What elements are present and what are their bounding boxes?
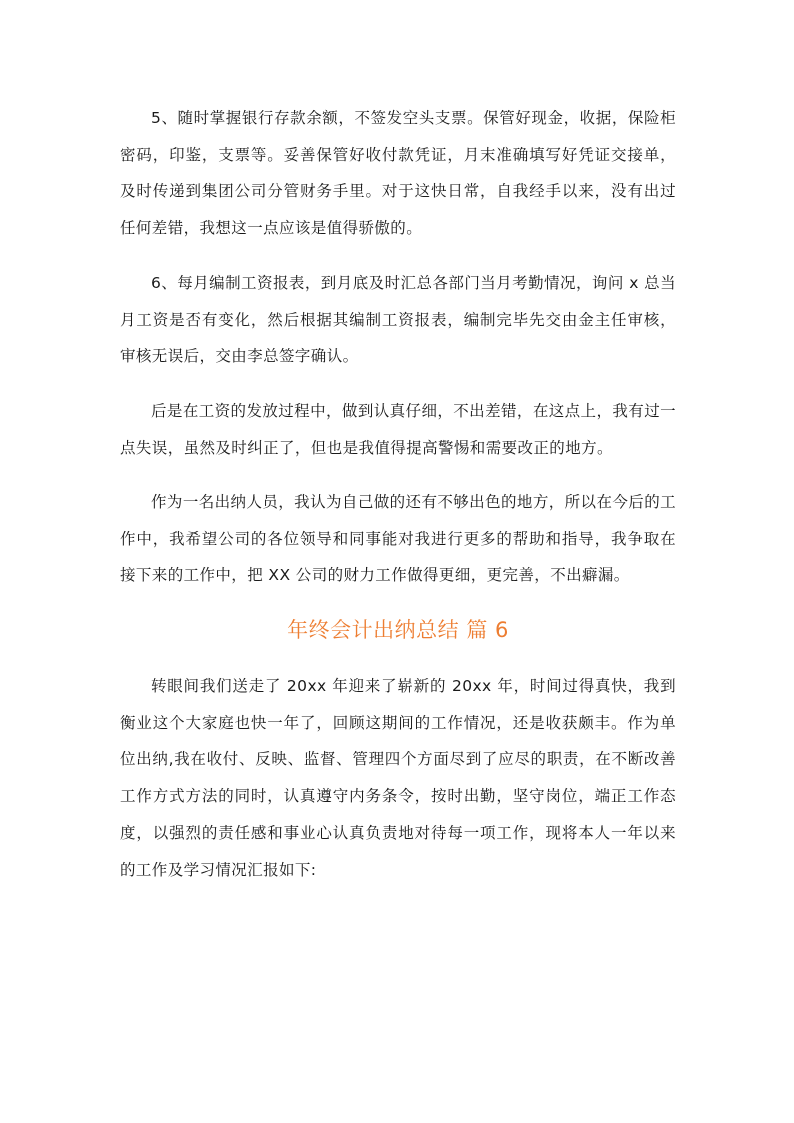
paragraph-year-review: 转眼间我们送走了 20xx 年迎来了崭新的 20xx 年，时间过得真快，我到衡业这个大家庭也快一年了，回顾这期间的工作情况，还是收获颇丰。作为单位出纳,我在收付、反映、监督、管理四个方面尽到了应尽的职责，在不断改善工作方式方法的同时，认真遵守内务条令，按时出勤，坚守岗位，端正工作态度，以强烈的责任感和事业心认真负责地对待每一项工作，现将本人一年以来的工作及学习情况汇报如下: <box>120 677 676 879</box>
paragraph-item-6: 6、每月编制工资报表，到月底及时汇总各部门当月考勤情况，询问 x 总当月工资是否有变化，然后根据其编制工资报表，编制完毕先交由金主任审核，审核无误后，交由李总签字确认。 <box>120 274 676 366</box>
paragraph-future-plans: 作为一名出纳人员，我认为自己做的还有不够出色的地方，所以在今后的工作中，我希望公司的各位领导和同事能对我进行更多的帮助和指导，我争取在接下来的工作中，把 XX 公司的财力工作做得更细，更完善，不出癖漏。 <box>120 493 676 585</box>
paragraph-spacer <box>120 466 676 484</box>
paragraph-spacer <box>120 650 676 668</box>
document-body <box>120 100 676 888</box>
paragraph-salary-payment: 后是在工资的发放过程中，做到认真仔细，不出差错，在这点上，我有过一点失误，虽然及时纠正了，但也是我值得提高警惕和需要改正的地方。 <box>120 402 676 457</box>
paragraph-item-5: 5、随时掌握银行存款余额，不签发空头支票。保管好现金，收据，保险柜密码，印鉴，支票等。妥善保管好收付款凭证，月末准确填写好凭证交接单，及时传递到集团公司分管财务手里。对于这快日常，自我经手以来，没有出过任何差错，我想这一点应该是值得骄傲的。 <box>120 109 676 238</box>
paragraph-spacer <box>120 375 676 393</box>
section-heading: 年终会计出纳总结 篇 6 <box>287 618 509 642</box>
paragraph-spacer <box>120 247 676 265</box>
paragraph-spacer <box>120 594 676 612</box>
